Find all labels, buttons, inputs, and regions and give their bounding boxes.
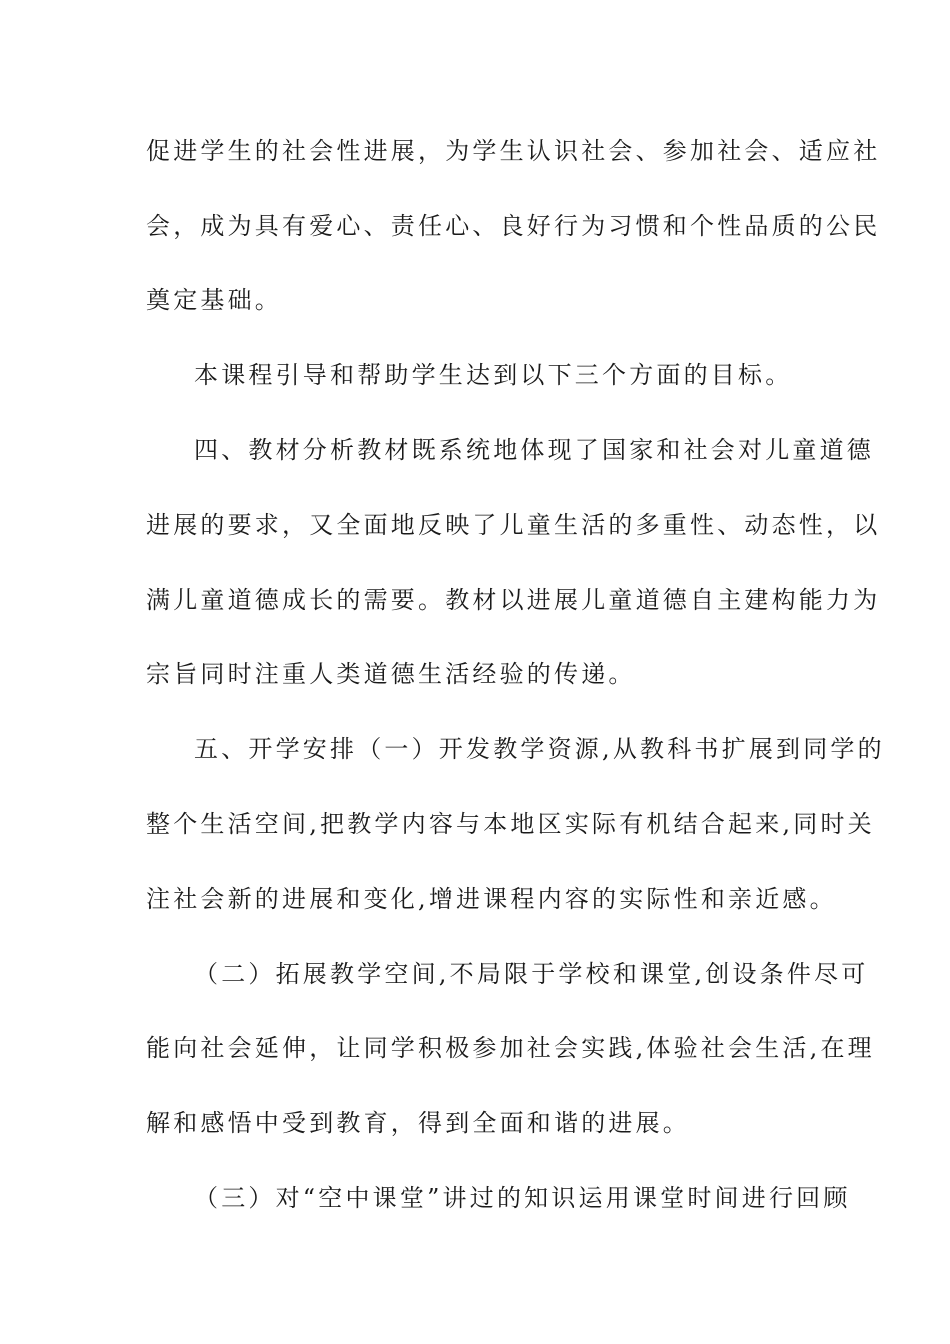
text-line: （三）对“空中课堂”讲过的知识运用课堂时间进行回顾	[194, 1184, 851, 1212]
text-line: 注社会新的进展和变化,增进课程内容的实际性和亲近感。	[146, 885, 837, 913]
text-line: 促进学生的社会性进展，为学生认识社会、参加社会、适应社	[146, 137, 881, 165]
text-line: 进展的要求，又全面地反映了儿童生活的多重性、动态性，以	[146, 511, 881, 539]
text-line: 本课程引导和帮助学生达到以下三个方面的目标。	[194, 361, 793, 389]
text-line: 满儿童道德成长的需要。教材以进展儿童道德自主建构能力为	[146, 586, 881, 614]
text-line: 解和感悟中受到教育，得到全面和谐的进展。	[146, 1109, 690, 1137]
text-line: 五、开学安排（一）开发教学资源,从教科书扩展到同学的	[194, 735, 885, 763]
text-line: 宗旨同时注重人类道德生活经验的传递。	[146, 660, 636, 688]
text-line: 整个生活空间,把教学内容与本地区实际有机结合起来,同时关	[146, 810, 875, 838]
text-line: （二）拓展教学空间,不局限于学校和课堂,创设条件尽可	[194, 960, 869, 988]
text-line: 会，成为具有爱心、责任心、良好行为习惯和个性品质的公民	[146, 212, 881, 240]
text-line: 奠定基础。	[146, 286, 282, 314]
text-line: 能向社会延伸，让同学积极参加社会实践,体验社会生活,在理	[146, 1034, 875, 1062]
text-line: 四、教材分析教材既系统地体现了国家和社会对儿童道德	[194, 436, 874, 464]
